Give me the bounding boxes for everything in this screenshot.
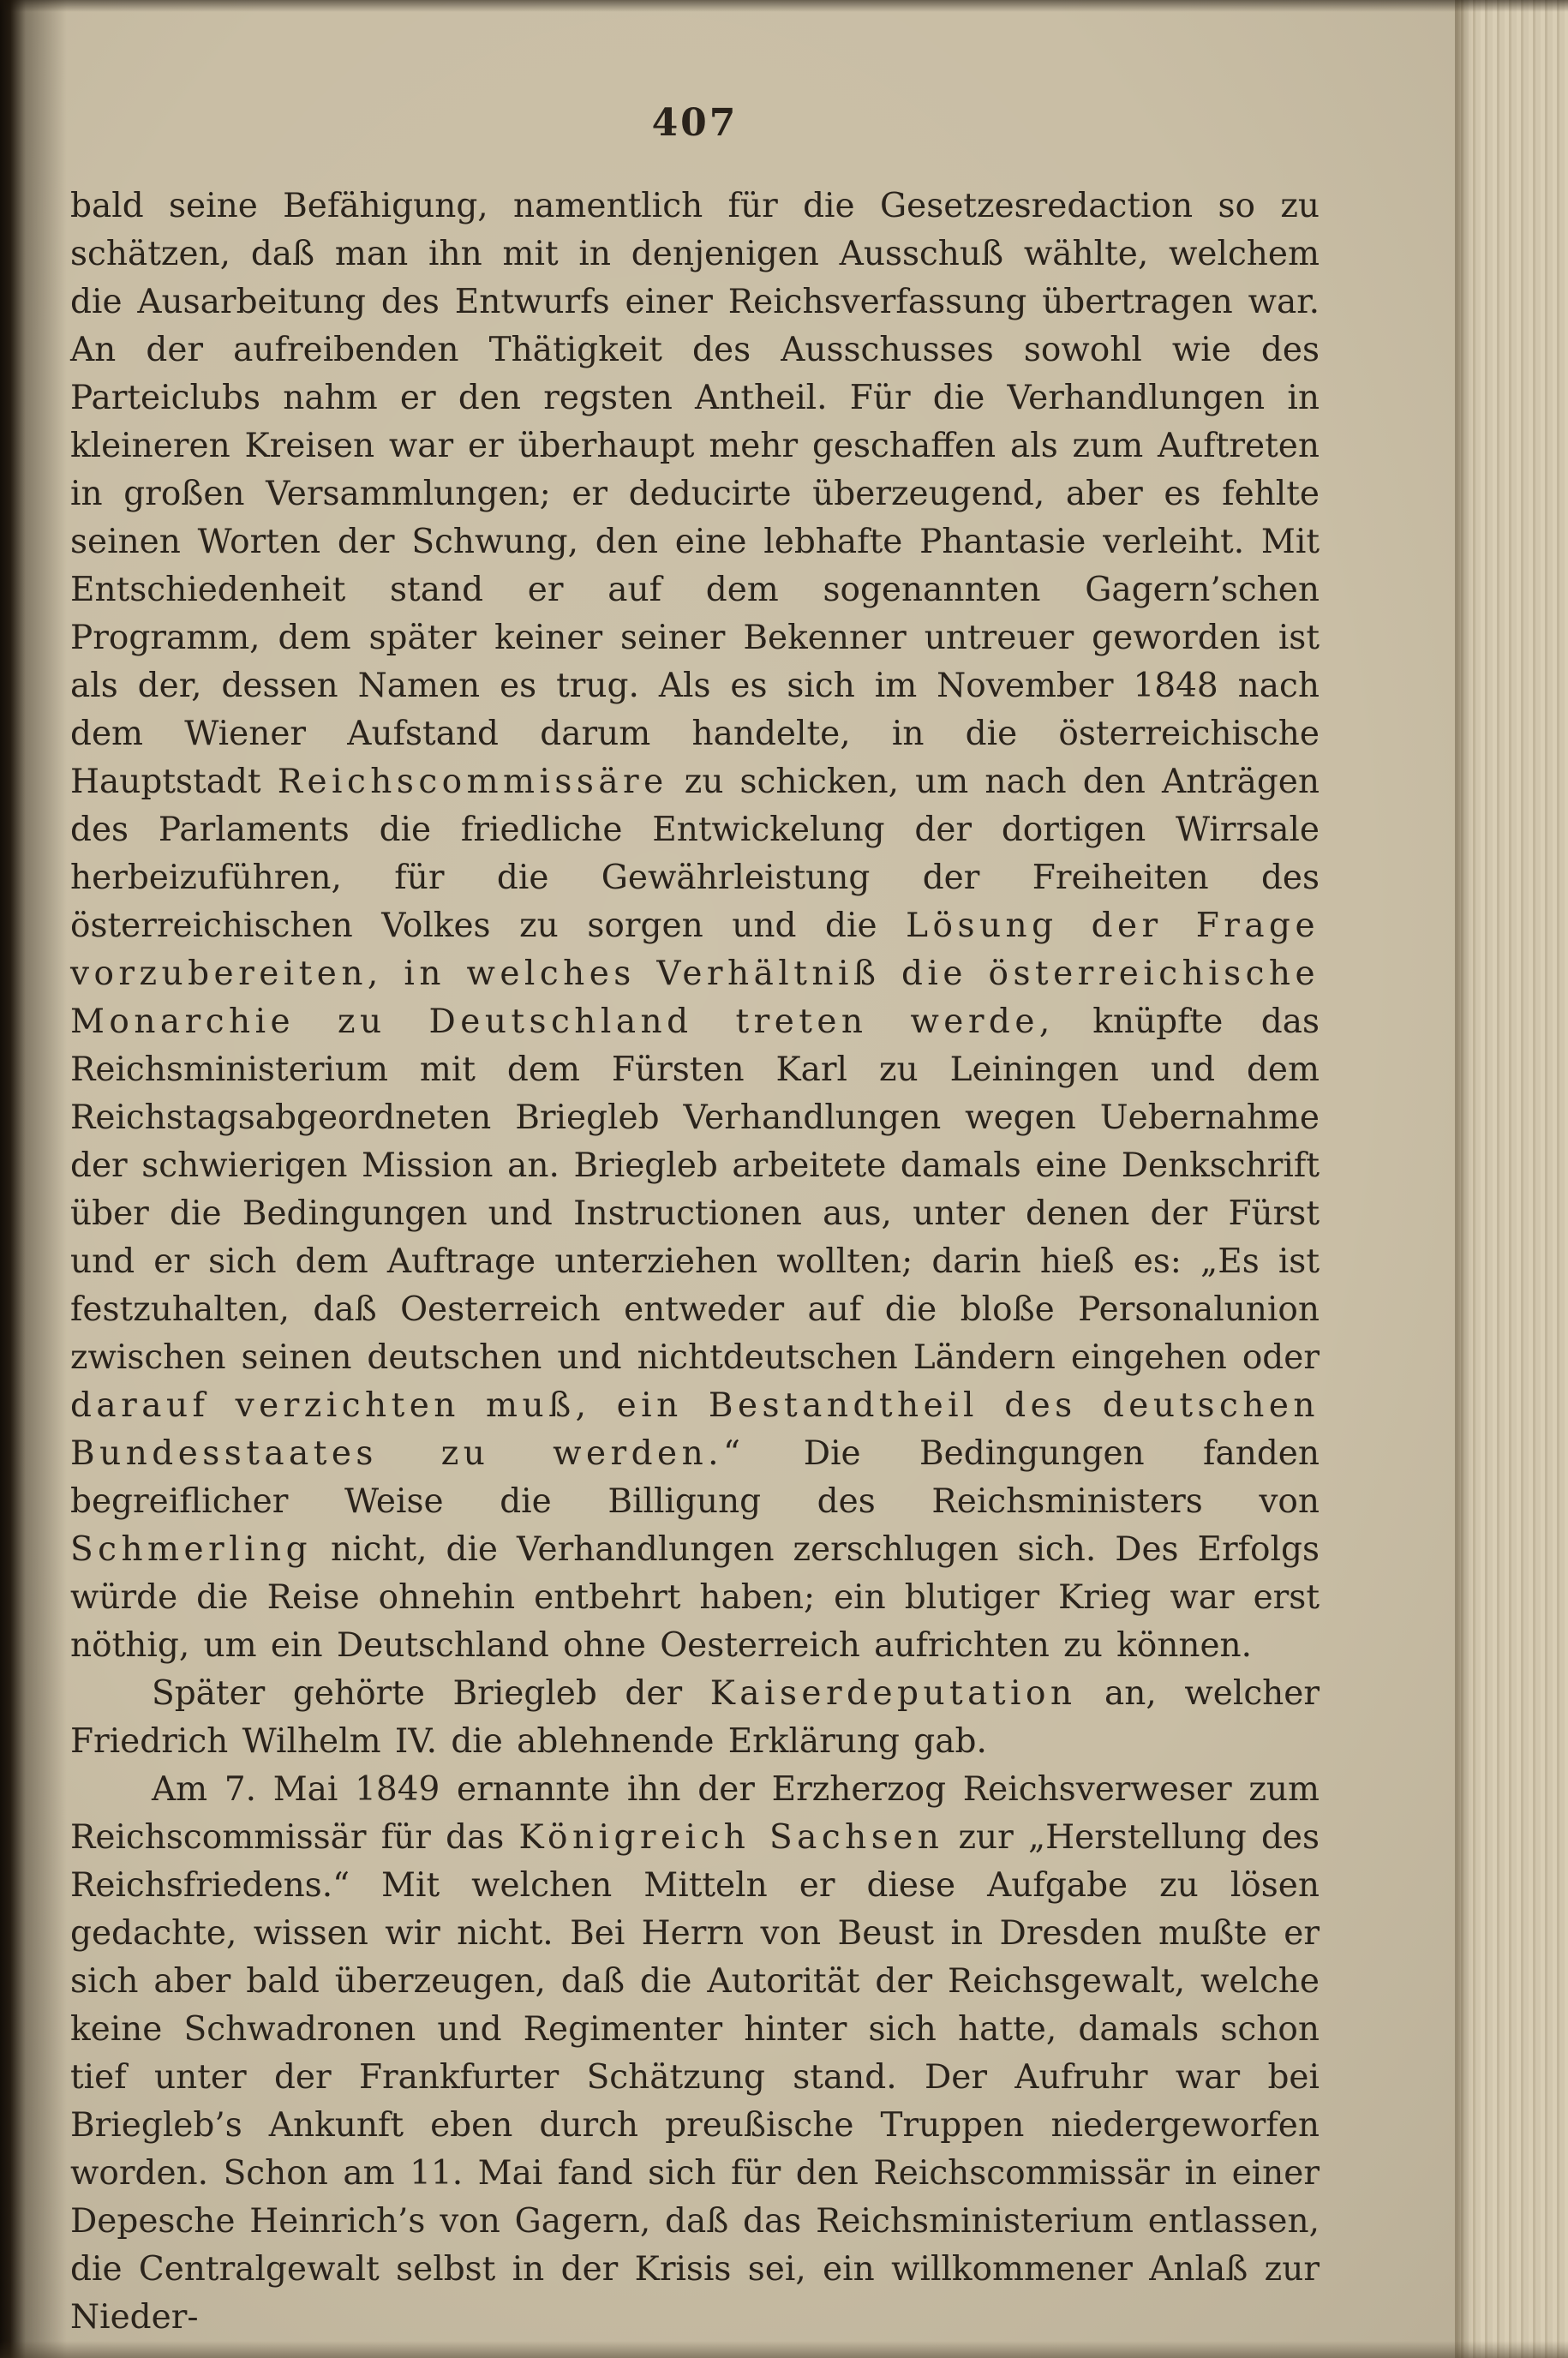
text-run: knüpfte das Reichsministerium mit dem Fürsten Karl zu Leiningen und dem Reichstagsabgeordneten Briegleb Verhandlungen wegen Uebernahme der schwierigen Mission an. Briegleb arbeitete damals eine Denkschrift über die Bedingungen und Instructionen aus, unter denen der Fürst und er sich dem Auftrage unterziehen wollten; darin hieß es: „Es ist festzuhalten, daß Oesterreich entweder auf die bloße Personalunion zwischen seinen deutschen und nichtdeutschen Ländern eingehen oder (70, 1002, 1320, 1377)
text-run: zur „Herstellung des Reichsfriedens.“ Mit welchen Mitteln er diese Aufgabe zu lösen gedachte, wissen wir nicht. Bei Herrn von Beust in Dresden mußte er sich aber bald überzeugen, daß die Autorität der Reichsgewalt, welche keine Schwadronen und Regimenter hinter sich hatte, damals schon tief unter der Frankfurter Schätzung stand. Der Aufruhr war bei Briegleb’s Ankunft eben durch preußische Truppen niedergeworfen worden. Schon am 11. Mai fand sich für den Reichscommissär in einer Depesche Heinrich’s von Gagern, daß das Reichsministerium entlassen, die Centralgewalt selbst in der Krisis sei, ein willkommener Anlaß zur Nieder- (70, 1818, 1320, 2337)
body-text (70, 183, 1320, 2342)
text-run: Am 7. Mai 1849 ernannte ihn der Erzherzog Reichsverweser zum Reichscommissär für das (70, 1770, 1320, 1857)
text-run: Die Bedingungen fanden begreiflicher Weise die Billigung des Reichsministers von (70, 1434, 1320, 1521)
emphasized-text: Reichscommissäre (277, 763, 668, 801)
text-run: nicht, die Verhandlungen zerschlugen sich. Des Erfolgs würde die Reise ohnehin entbehrt haben; ein blutiger Krieg war erst nöthig, um ein Deutschland ohne Oesterreich aufrichten zu können. (70, 1530, 1320, 1665)
page-number: 407 (651, 101, 739, 145)
page-top-shadow (0, 0, 1568, 12)
emphasized-text: Kaiserdeputation (709, 1674, 1077, 1713)
page-left-shadow (0, 0, 69, 2358)
paragraph (70, 1670, 1320, 1766)
printed-area (70, 101, 1320, 2342)
emphasized-text: Schmerling (70, 1530, 313, 1569)
text-run: zu schicken, um nach den Anträgen des Parlaments die friedliche Entwickelung der dortigen Wirrsale herbeizuführen, für die Gewährleistung der Freiheiten des österreichischen Volkes zu sorgen und die (70, 763, 1320, 945)
text-run: Später gehörte Briegleb der (152, 1674, 710, 1713)
paragraph (70, 183, 1320, 1670)
paragraph (70, 1766, 1320, 2342)
emphasized-text: darauf verzichten muß, ein Bestandtheil des deutschen Bundesstaates zu werden.“ (70, 1386, 1320, 1473)
text-run: an, welcher Friedrich Wilhelm IV. die ablehnende Erklärung gab. (70, 1674, 1320, 1761)
book-page-edges (1455, 0, 1568, 2358)
page-bottom-shadow (0, 2341, 1568, 2358)
text-run: bald seine Befähigung, namentlich für die Gesetzesredaction so zu schätzen, daß man ihn mit in denjenigen Ausschuß wählte, welchem die Ausarbeitung des Entwurfs einer Reichsverfassung übertragen war. An der aufreibenden Thätigkeit des Ausschusses sowohl wie des Parteiclubs nahm er den regsten Antheil. Für die Verhandlungen in kleineren Kreisen war er überhaupt mehr geschaffen als zum Auftreten in großen Versammlungen; er deducirte überzeugend, aber es fehlte seinen Worten der Schwung, den eine lebhafte Phantasie verleiht. Mit Entschiedenheit stand er auf dem sogenannten Gagern’schen Programm, dem später keiner seiner Bekenner untreuer geworden ist als der, dessen Namen es trug. Als es sich im November 1848 nach dem Wiener Aufstand darum handelte, in die österreichische Hauptstadt (70, 187, 1320, 801)
emphasized-text: Lösung der Frage vorzubereiten, in welches Verhältniß die österreichische Monarchie zu Deutschland treten werde, (70, 907, 1320, 1041)
emphasized-text: Königreich Sachsen (518, 1818, 944, 1857)
